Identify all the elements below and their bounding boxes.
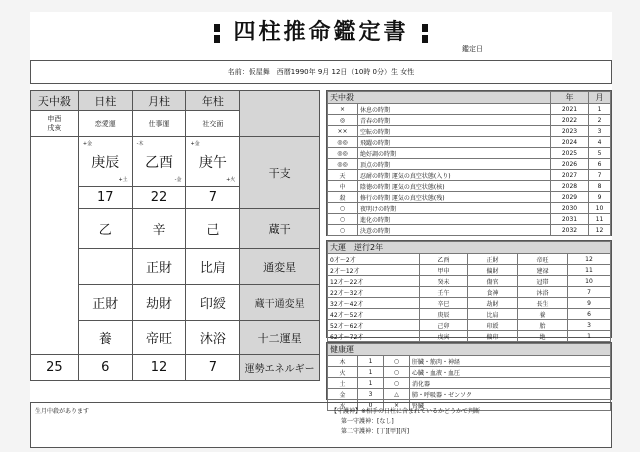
kenkou-element: 水 xyxy=(328,400,358,411)
taiun-age: 2才〜12才 xyxy=(328,265,420,276)
taiun-juuni: 冠帯 xyxy=(518,276,568,287)
taiun-row xyxy=(328,331,611,342)
taiun-juuni: 帝旺 xyxy=(518,254,568,265)
label-juuni: 十二運星 xyxy=(240,321,320,355)
tenchusatsu-value: 申酉 戌亥 xyxy=(31,111,79,137)
tenchu-month: 9 xyxy=(589,192,611,203)
tenchu-month: 3 xyxy=(589,126,611,137)
juuni-month: 帝旺 xyxy=(132,321,186,355)
taiun-row xyxy=(328,309,611,320)
tenchusatsu-blank xyxy=(31,137,79,355)
taiun-kanshi: 庚辰 xyxy=(420,309,468,320)
tenchu-mark: ◎◎ xyxy=(328,137,358,148)
title-ornament-right-icon xyxy=(422,24,428,32)
zoukan-year: 己 xyxy=(186,209,240,249)
kantei-date-label: 鑑定日 xyxy=(462,45,483,53)
tenchu-row xyxy=(328,126,611,137)
number-day: 17 xyxy=(78,187,132,209)
tenchu-text: 進化の時期 xyxy=(358,214,551,225)
tenchu-row xyxy=(328,214,611,225)
tenchu-text: 陰徳の時期 運気の真空状態(核) xyxy=(358,181,551,192)
tenchu-mark: ◎◎ xyxy=(328,148,358,159)
tenchu-mark: 中 xyxy=(328,181,358,192)
kenkou-mark: ○ xyxy=(384,367,410,378)
taiun-row xyxy=(328,298,611,309)
tenchu-month: 10 xyxy=(589,203,611,214)
taiun-tsuhensei: 食神 xyxy=(468,287,518,298)
bottom-note: 生月中殺があります xyxy=(35,408,90,415)
tenchu-month: 7 xyxy=(589,170,611,181)
unsei-year: 社交面 xyxy=(186,111,240,137)
title-text: 四柱推命鑑定書 xyxy=(233,20,409,45)
taiun-row xyxy=(328,320,611,331)
tenchu-month: 12 xyxy=(589,225,611,236)
taiun-tsuhensei: 偏財 xyxy=(468,265,518,276)
col-header-getchu: 月柱 xyxy=(132,91,186,111)
appraisal-sheet xyxy=(30,12,612,448)
taiun-kanshi: 癸未 xyxy=(420,276,468,287)
kanshi-month-sub: -金 xyxy=(174,177,182,183)
title-area xyxy=(30,18,612,52)
kenkou-count: 1 xyxy=(358,356,384,367)
tenchu-text: 休息の時期 xyxy=(358,104,551,115)
tenchu-month: 11 xyxy=(589,214,611,225)
taiun-table xyxy=(327,241,611,342)
col-header-tenchusatsu: 天中殺 xyxy=(31,91,79,111)
kanshi-month-main: 乙酉 xyxy=(145,154,174,171)
tenchu-text: 青春の時期 xyxy=(358,115,551,126)
tenchu-month: 2 xyxy=(589,115,611,126)
kanshi-year-top: +金 xyxy=(190,141,200,147)
kenkou-organs: 肝臓・筋肉・神経 xyxy=(410,356,611,367)
tenchu-mark: × xyxy=(328,104,358,115)
header-blank xyxy=(240,91,320,137)
kenkou-organs: 消化器 xyxy=(410,378,611,389)
energy-year: 7 xyxy=(186,355,240,381)
taiun-row xyxy=(328,254,611,265)
kanshi-year-main: 庚午 xyxy=(198,154,227,171)
taiun-row xyxy=(328,287,611,298)
label-tsuhensei: 通変星 xyxy=(240,249,320,285)
tenchu-row xyxy=(328,159,611,170)
bottom-box xyxy=(30,402,612,448)
tenchu-yearly-table xyxy=(327,91,611,236)
kenkou-organs: 腎臓 xyxy=(410,400,611,411)
tenchu-text: 修行の時期 運気の真空状態(残) xyxy=(358,192,551,203)
kenkou-mark: × xyxy=(384,400,410,411)
kenkou-row xyxy=(328,389,611,400)
tenchu-mark: ○ xyxy=(328,225,358,236)
taiun-age: 32才〜42才 xyxy=(328,298,420,309)
taiun-header-row xyxy=(328,242,611,254)
tenchu-month: 5 xyxy=(589,148,611,159)
taiun-kanshi: 戊寅 xyxy=(420,331,468,342)
title-ornament-left-icon xyxy=(214,24,220,32)
tenchu-year: 2031 xyxy=(551,214,589,225)
kenkou-count: 3 xyxy=(358,389,384,400)
unsei-day: 恋愛運 xyxy=(78,111,132,137)
taiun-juuni: 絶 xyxy=(518,331,568,342)
unsei-month: 仕事運 xyxy=(132,111,186,137)
label-zoukan: 蔵干 xyxy=(240,209,320,249)
taiun-energy: 9 xyxy=(568,298,611,309)
taiun-kanshi: 乙酉 xyxy=(420,254,468,265)
tenchu-yearly-box xyxy=(326,90,612,236)
tenchu-text: 絶好調の時期 xyxy=(358,148,551,159)
taiun-energy: 3 xyxy=(568,320,611,331)
tenchu-text: 忍耐の時期 運気の真空状態(入り) xyxy=(358,170,551,181)
taiun-energy: 10 xyxy=(568,276,611,287)
taiun-energy: 12 xyxy=(568,254,611,265)
kanshi-month-top: -木 xyxy=(136,141,144,147)
tsuhensei-day xyxy=(78,249,132,285)
tenchu-mark: ×× xyxy=(328,126,358,137)
number-year: 7 xyxy=(186,187,240,209)
kanshi-day-top: +金 xyxy=(82,141,93,147)
kenkou-organs: 心臓・血液・血圧 xyxy=(410,367,611,378)
tenchu-year: 2032 xyxy=(551,225,589,236)
tenchu-month: 6 xyxy=(589,159,611,170)
zoukan-tsuhensei-year: 印綬 xyxy=(186,285,240,321)
tenchu-year: 2027 xyxy=(551,170,589,181)
tenchu-year: 2025 xyxy=(551,148,589,159)
kenkou-element: 金 xyxy=(328,389,358,400)
tenchu-row xyxy=(328,225,611,236)
kanshi-year xyxy=(186,137,240,187)
tenchu-year: 2022 xyxy=(551,115,589,126)
tenchu-row xyxy=(328,192,611,203)
tenchu-year: 2030 xyxy=(551,203,589,214)
kanshi-day xyxy=(78,137,132,187)
kenkou-mark: ○ xyxy=(384,378,410,389)
col-header-nichichu: 日柱 xyxy=(78,91,132,111)
juuni-day: 養 xyxy=(78,321,132,355)
taiun-juuni: 沐浴 xyxy=(518,287,568,298)
taiun-title: 大運 逆行2年 xyxy=(328,242,611,254)
tenchu-header-month: 月 xyxy=(589,92,611,104)
name-line: 名前：仮屋舞 西暦1990年 9月 12日（10時 0分）生 女性 xyxy=(30,60,612,84)
tenchu-mark: ◎ xyxy=(328,115,358,126)
kenkou-count: 1 xyxy=(358,378,384,389)
zoukan-tsuhensei-month: 劫財 xyxy=(132,285,186,321)
juuni-year: 沐浴 xyxy=(186,321,240,355)
tenchu-text: 決意の時期 xyxy=(358,225,551,236)
zoukan-month: 辛 xyxy=(132,209,186,249)
kenkou-row xyxy=(328,367,611,378)
taiun-juuni: 建禄 xyxy=(518,265,568,276)
taiun-tsuhensei: 劫財 xyxy=(468,298,518,309)
kenkou-mark: ○ xyxy=(384,356,410,367)
tenchu-mark: 殺 xyxy=(328,192,358,203)
energy-day: 6 xyxy=(78,355,132,381)
number-month: 22 xyxy=(132,187,186,209)
kenkou-count: 1 xyxy=(358,367,384,378)
taiun-energy: 6 xyxy=(568,309,611,320)
shugo-second: 第二守護神：[丁][甲][丙] xyxy=(341,428,410,435)
taiun-age: 52才〜62才 xyxy=(328,320,420,331)
tenchu-text: 夜明けの時期 xyxy=(358,203,551,214)
taiun-row xyxy=(328,265,611,276)
label-kanshi: 干支 xyxy=(240,137,320,209)
tenchu-month: 8 xyxy=(589,181,611,192)
kenkou-element: 土 xyxy=(328,378,358,389)
taiun-tsuhensei: 正財 xyxy=(468,254,518,265)
taiun-energy: 7 xyxy=(568,287,611,298)
tenchu-year: 2023 xyxy=(551,126,589,137)
tenchu-mark: ○ xyxy=(328,203,358,214)
kanshi-day-main: 庚辰 xyxy=(91,154,120,171)
taiun-row xyxy=(328,276,611,287)
pillars-table xyxy=(30,90,320,381)
taiun-tsuhensei: 印綬 xyxy=(468,320,518,331)
tenchu-row xyxy=(328,148,611,159)
tenchu-year: 2021 xyxy=(551,104,589,115)
shugo-title: 【守護神】※相手の日柱に含まれているかどうかで判断 xyxy=(331,408,481,415)
tenchu-row xyxy=(328,115,611,126)
kenkou-element: 火 xyxy=(328,367,358,378)
tsuhensei-year: 比肩 xyxy=(186,249,240,285)
kenkou-element: 木 xyxy=(328,356,358,367)
kenkou-mark: △ xyxy=(384,389,410,400)
tenchu-month: 4 xyxy=(589,137,611,148)
tenchu-year: 2026 xyxy=(551,159,589,170)
label-energy: 運勢エネルギー xyxy=(240,355,320,381)
taiun-age: 12才〜22才 xyxy=(328,276,420,287)
taiun-age: 62才〜72才 xyxy=(328,331,420,342)
taiun-tsuhensei: 傷官 xyxy=(468,276,518,287)
tenchu-row xyxy=(328,181,611,192)
energy-month: 12 xyxy=(132,355,186,381)
kenkou-organs: 肺・呼吸器・ゼンソク xyxy=(410,389,611,400)
tsuhensei-month: 正財 xyxy=(132,249,186,285)
tenchu-row xyxy=(328,137,611,148)
tenchu-row xyxy=(328,203,611,214)
tenchu-mark: 天 xyxy=(328,170,358,181)
kenkou-row xyxy=(328,356,611,367)
tenchu-header-title: 天中殺 xyxy=(328,92,551,104)
taiun-box xyxy=(326,240,612,341)
taiun-energy: 11 xyxy=(568,265,611,276)
tenchu-header-year: 年 xyxy=(551,92,589,104)
kenkou-title: 健康運 xyxy=(328,344,611,356)
shugo-first: 第一守護神：[なし] xyxy=(341,418,394,425)
tenchu-header-row xyxy=(328,92,611,104)
kanshi-year-sub: +火 xyxy=(226,177,236,183)
tenchu-text: 空転の時期 xyxy=(358,126,551,137)
kenkou-box xyxy=(326,342,612,410)
taiun-kanshi: 己卯 xyxy=(420,320,468,331)
tenchu-month: 1 xyxy=(589,104,611,115)
kenkou-header-row xyxy=(328,344,611,356)
zoukan-tsuhensei-day: 正財 xyxy=(78,285,132,321)
tenchu-mark: ◎◎ xyxy=(328,159,358,170)
kanshi-day-sub: +土 xyxy=(118,177,128,183)
taiun-juuni: 長生 xyxy=(518,298,568,309)
tenchu-row xyxy=(328,104,611,115)
taiun-energy: 1 xyxy=(568,331,611,342)
tenchu-mark: ○ xyxy=(328,214,358,225)
kenkou-table xyxy=(327,343,611,411)
taiun-age: 42才〜52才 xyxy=(328,309,420,320)
taiun-juuni: 養 xyxy=(518,309,568,320)
tenchu-text: 頂点の時期 xyxy=(358,159,551,170)
zoukan-day: 乙 xyxy=(78,209,132,249)
taiun-kanshi: 辛巳 xyxy=(420,298,468,309)
taiun-kanshi: 壬午 xyxy=(420,287,468,298)
taiun-tsuhensei: 偏印 xyxy=(468,331,518,342)
taiun-juuni: 胎 xyxy=(518,320,568,331)
page-title xyxy=(211,18,431,48)
tenchu-text: 飛躍の時期 xyxy=(358,137,551,148)
tenchu-year: 2029 xyxy=(551,192,589,203)
label-zoukan-tsuhensei: 蔵干通変星 xyxy=(240,285,320,321)
col-header-nenchu: 年柱 xyxy=(186,91,240,111)
kenkou-row xyxy=(328,378,611,389)
taiun-age: 0才〜2才 xyxy=(328,254,420,265)
kenkou-count: 0 xyxy=(358,400,384,411)
tenchu-year: 2024 xyxy=(551,137,589,148)
kanshi-month xyxy=(132,137,186,187)
taiun-kanshi: 甲申 xyxy=(420,265,468,276)
taiun-age: 22才〜32才 xyxy=(328,287,420,298)
energy-tenchusatsu: 25 xyxy=(31,355,79,381)
tenchu-year: 2028 xyxy=(551,181,589,192)
tenchu-row xyxy=(328,170,611,181)
taiun-tsuhensei: 比肩 xyxy=(468,309,518,320)
